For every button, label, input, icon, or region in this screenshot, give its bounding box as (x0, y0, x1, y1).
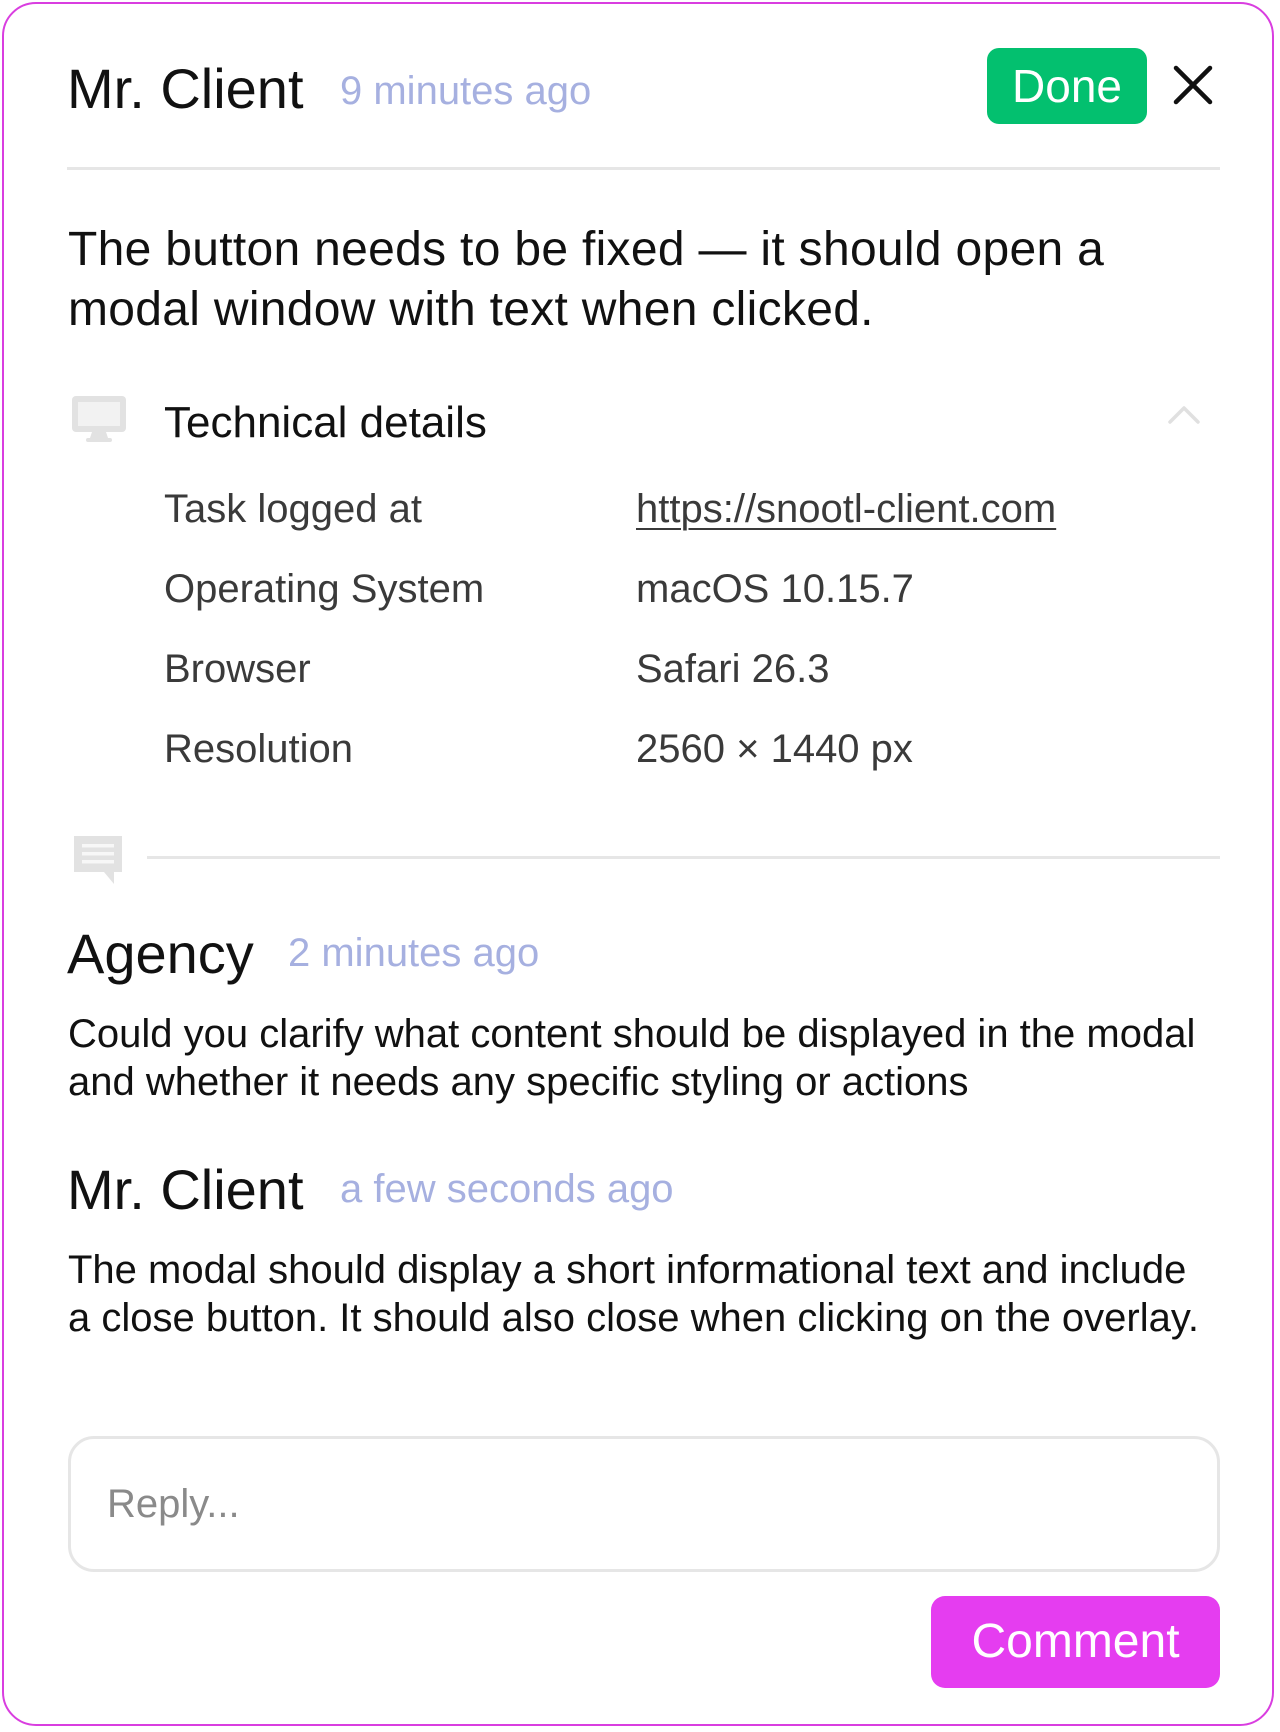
detail-value-os: macOS 10.15.7 (636, 567, 914, 611)
monitor-icon (70, 394, 128, 451)
detail-label-os: Operating System (164, 567, 485, 611)
close-button[interactable] (1170, 60, 1216, 110)
task-description: The button needs to be fixed — it should open a modal window with text when clicked. (68, 223, 1105, 336)
detail-value-resolution: 2560 × 1440 px (636, 727, 913, 771)
comment-text-agency: Could you clarify what content should be displayed in the modal and whether it needs any specific styling or actions (68, 1012, 1196, 1104)
header-divider (67, 167, 1220, 170)
detail-label-resolution: Resolution (164, 727, 354, 771)
detail-label-url: Task logged at (164, 487, 422, 531)
reply-input[interactable] (68, 1436, 1220, 1572)
detail-value-browser: Safari 26.3 (636, 647, 830, 691)
comment-button[interactable]: Comment (931, 1596, 1220, 1688)
task-timestamp: 9 minutes ago (340, 69, 592, 113)
comment-icon (70, 832, 126, 893)
comment-text-client: The modal should display a short informational text and include a close button. It should also close when clicking on the overlay. (68, 1248, 1200, 1340)
technical-details-title: Technical details (164, 398, 487, 447)
comment-author-agency: Agency (67, 922, 254, 985)
close-icon (1170, 60, 1216, 110)
done-button[interactable]: Done (987, 48, 1147, 124)
chevron-up-icon (1166, 402, 1202, 426)
comment-author-client: Mr. Client (67, 1158, 304, 1221)
task-detail-panel (2, 2, 1274, 1726)
detail-label-browser: Browser (164, 647, 311, 691)
task-url-link[interactable]: https://snootl-client.com (636, 487, 1057, 531)
collapse-toggle[interactable] (1166, 402, 1202, 431)
comment-timestamp-agency: 2 minutes ago (288, 931, 540, 975)
task-author: Mr. Client (67, 57, 304, 120)
comment-timestamp-client: a few seconds ago (340, 1167, 674, 1211)
comments-divider (147, 856, 1220, 859)
